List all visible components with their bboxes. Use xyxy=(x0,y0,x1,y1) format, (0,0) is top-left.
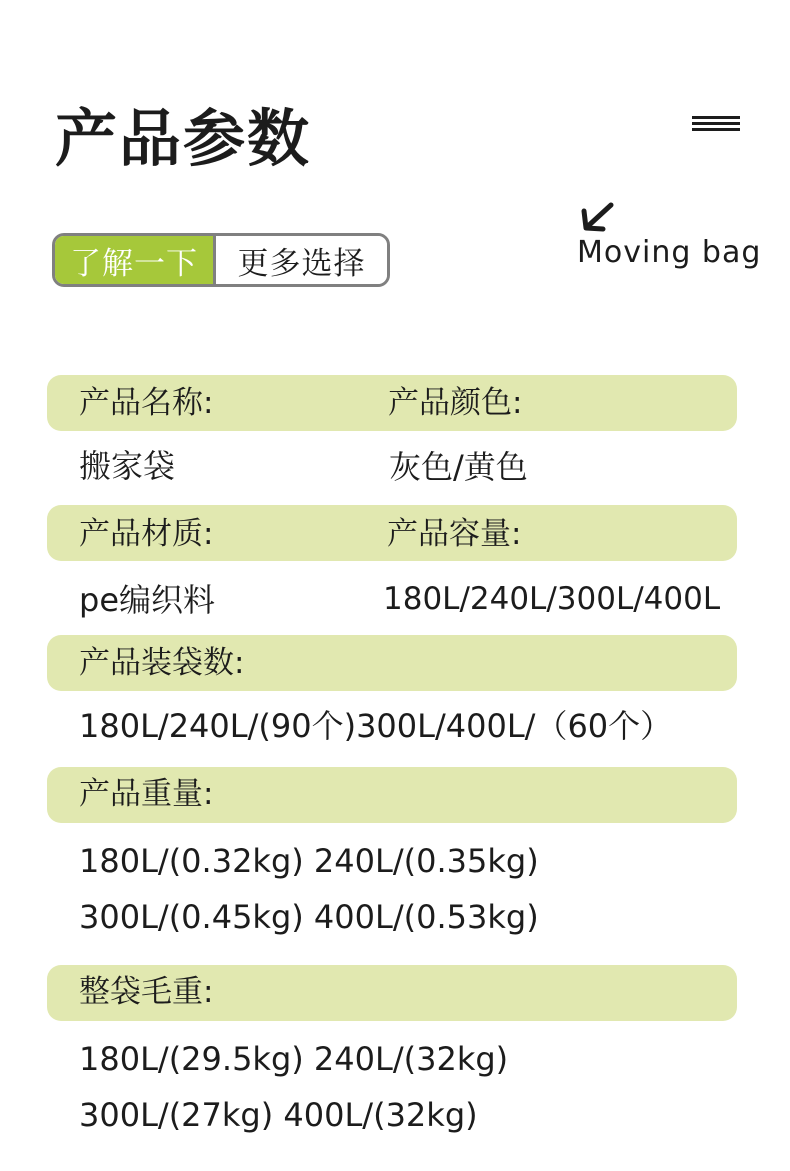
pack-count-label: 产品装袋数: xyxy=(79,645,245,681)
gross-weight-value-line1: 180L/(29.5kg) 240L/(32kg) xyxy=(79,1040,509,1078)
tag-group xyxy=(52,233,390,287)
product-name-label: 产品名称: xyxy=(79,385,214,421)
product-color-value: 灰色/黄色 xyxy=(389,448,528,486)
weight-value-line2: 300L/(0.45kg) 400L/(0.53kg) xyxy=(79,898,539,936)
subtitle-en: Moving bag xyxy=(577,235,762,270)
gross-weight-label: 整袋毛重: xyxy=(79,974,214,1010)
weight-value-line1: 180L/(0.32kg) 240L/(0.35kg) xyxy=(79,842,539,880)
menu-icon[interactable] xyxy=(692,116,740,134)
page-title: 产品参数 xyxy=(55,102,312,175)
weight-label: 产品重量: xyxy=(79,776,214,812)
product-name-value: 搬家袋 xyxy=(79,447,176,485)
product-material-label: 产品材质: xyxy=(79,516,214,552)
product-material-value: pe编织料 xyxy=(79,581,216,619)
product-capacity-label: 产品容量: xyxy=(387,516,522,552)
pack-count-value: 180L/240L/(90个)300L/400L/（60个） xyxy=(79,707,673,745)
product-color-label: 产品颜色: xyxy=(388,385,523,421)
more-options-tag[interactable]: 更多选择 xyxy=(213,236,387,284)
product-capacity-value: 180L/240L/300L/400L xyxy=(383,581,721,617)
gross-weight-value-line2: 300L/(27kg) 400L/(32kg) xyxy=(79,1096,478,1134)
arrow-down-left-icon xyxy=(580,202,614,232)
learn-more-tag[interactable]: 了解一下 xyxy=(55,236,213,284)
